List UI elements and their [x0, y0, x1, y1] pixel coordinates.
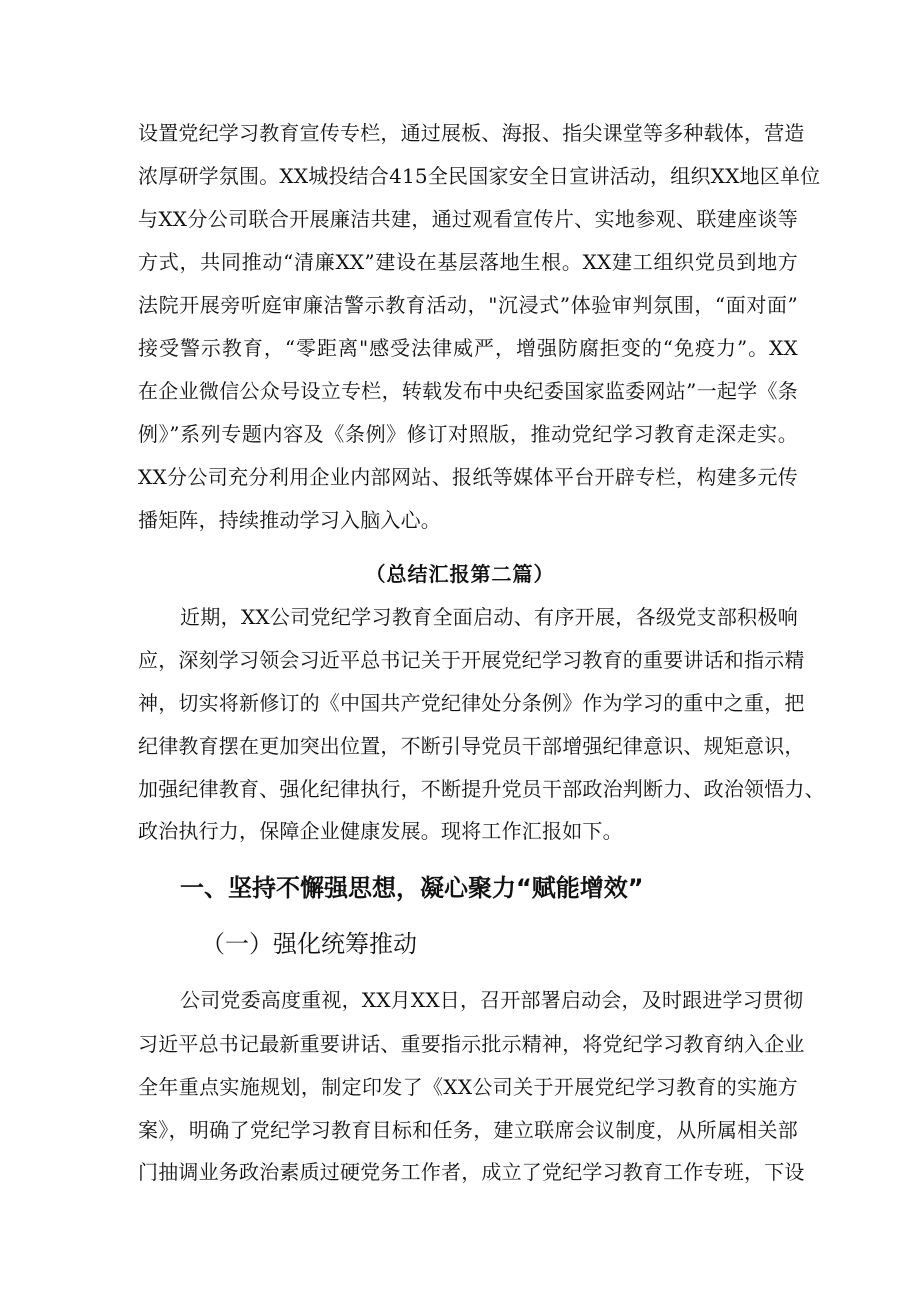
paragraph-line: 浓厚研学氛围。XX城投结合415全民国家安全日宣讲活动，组织XX地区单位	[138, 164, 821, 188]
paragraph-line: 接受警示教育，“零距离"感受法律威严，增强防腐拒变的“免疫力”。XX	[138, 336, 798, 360]
paragraph-line: 政治执行力，保障企业健康发展。现将工作汇报如下。	[138, 819, 623, 843]
paragraph-line: 门抽调业务政治素质过硬党务工作者，成立了党纪学习教育工作专班，下设	[138, 1160, 805, 1184]
paragraph-line: 法院开展旁听庭审廉洁警示教育活动，"沉浸式”体验审判氛围，“面对面”	[138, 293, 798, 317]
paragraph-line: 与XX分公司联合开展廉洁共建，通过观看宣传片、实地参观、联建座谈等	[138, 207, 798, 231]
heading-level-2: （一）强化统筹推动	[201, 930, 417, 958]
paragraph-line: 近期，XX公司党纪学习教育全面启动、有序开展，各级党支部积极响	[180, 605, 798, 629]
section-title: （总结汇报第二篇）	[365, 562, 555, 586]
paragraph-line: 案》，明确了党纪学习教育目标和任务，建立联席会议制度，从所属相关部	[138, 1118, 798, 1142]
paragraph-line: 纪律教育摆在更加突出位置，不断引导党员干部增强纪律意识、规矩意识，	[138, 734, 805, 758]
paragraph-line: 全年重点实施规划，制定印发了《XX公司关于开展党纪学习教育的实施方	[138, 1075, 798, 1099]
paragraph-line: 习近平总书记最新重要讲话、重要指示批示精神，将党纪学习教育纳入企业	[138, 1032, 805, 1056]
paragraph-line: 例》”系列专题内容及《条例》修订对照版，推动党纪学习教育走深走实。	[138, 422, 798, 446]
paragraph-line: 应，深刻学习领会习近平总书记关于开展党纪学习教育的重要讲话和指示精	[138, 648, 805, 672]
paragraph-line: 播矩阵，持续推动学习入脑入心。	[138, 508, 441, 532]
paragraph-line: 方式，共同推动“清廉XX”建设在基层落地生根。XX建工组织党员到地方	[138, 250, 798, 274]
paragraph-line: 在企业微信公众号设立专栏，转载发布中央纪委国家监委网站”一起学《条	[138, 379, 798, 403]
paragraph-line: 加强纪律教育、强化纪律执行，不断提升党员干部政治判断力、政治领悟力、	[138, 777, 825, 801]
paragraph-line: 神，切实将新修订的《中国共产党纪律处分条例》作为学习的重中之重，把	[138, 691, 805, 715]
paragraph-line: 设置党纪学习教育宣传专栏，通过展板、海报、指尖课堂等多种载体，营造	[138, 121, 805, 145]
paragraph-line: XX分公司充分利用企业内部网站、报纸等媒体平台开辟专栏，构建多元传	[138, 465, 798, 489]
heading-level-1: 一、坚持不懈强思想，凝心聚力“赋能增效”	[180, 874, 644, 902]
paragraph-line: 公司党委高度重视，XX月XX日，召开部署启动会，及时跟进学习贯彻	[180, 988, 804, 1012]
